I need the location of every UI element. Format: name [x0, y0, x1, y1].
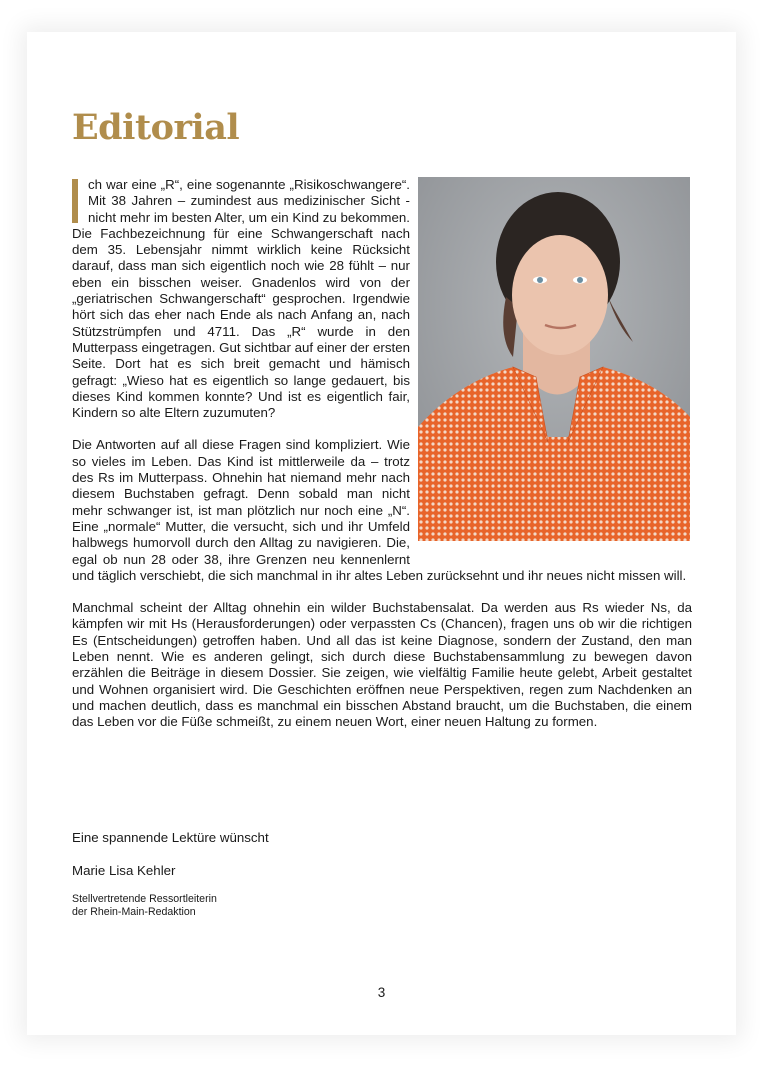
- author-role: [72, 893, 217, 919]
- closing-greeting: Eine spannende Lektüre wünscht: [72, 830, 269, 845]
- author-role-line-2: der Rhein-Main-Redaktion: [72, 906, 196, 918]
- editorial-body: [72, 177, 692, 747]
- paragraph-2: Die Antworten auf all diese Fragen sind kompliziert. Wie so vieles im Leben. Das Kind ist mittlerweile da – trotz des Rs im Mutterpass. Ohnehin hat niemand mehr nach diesem Buchstaben gefragt. Denn sobald man nicht mehr schwanger ist, ist man plötzlich nur noch eine „N“. Eine „normale“ Mutter, die versucht, sich und ihr Umfeld halbwegs humorvoll durch den Alltag zu navigieren. Die, egal ob nun 28 oder 38, ihre Grenzen neu kennenlernt und täglich verschiebt, die sich manchmal in ihr altes Leben zurücksehnt und ihr neues nicht missen will.: [72, 437, 687, 583]
- paragraph-3: Manchmal scheint der Alltag ohnehin ein wilder Buchstabensalat. Da werden aus Rs wieder Ns, da kämpfen wir mit Hs (Herausforderungen) oder verpassten Cs (Chancen), fragen uns ob wir die richtigen Es (Entscheidungen) getroffen haben. Und all das ist keine Diagnose, sondern der Zustand, den man Leben nennt. Wie es anderen gelingt, sich durch diese Buchstabensammlung zu bewegen davon erzählen die Beiträge in diesem Dossier. Sie zeigen, wie vielfältig Familie heute gelebt, Arbeit gestaltet und Wohnen organisiert wird. Die Geschichten eröffnen neue Perspektiven, regen zum Nachdenken an und machen deutlich, dass es manchmal ein bisschen Abstand braucht, um die Buchstaben, die einem das Leben vor die Füße schmeißt, zu einem neuen Wort, einer neuen Haltung zu formen.: [72, 600, 692, 730]
- dropcap-i: [72, 179, 78, 223]
- magazine-page: [27, 32, 736, 1035]
- author-name: Marie Lisa Kehler: [72, 863, 176, 878]
- paragraph-1-text: ch war eine „R“, eine sogenannte „Risikoschwangere“. Mit 38 Jahren – zumindest aus medizinischer Sicht - nicht mehr im besten Alter, um ein Kind zu bekommen. Die Fachbezeichnung für eine Schwangerschaft nach dem 35. Lebensjahr nimmt wirklich keine Rücksicht darauf, dass man sich eigentlich noch wie 28 fühlt – nur eben ein bisschen weiser. Gnadenlos wird von der „geriatrischen Schwangerschaft“ gesprochen. Irgendwie hört sich das eher nach Ende als nach Anfang an, nach Stützstrümpfen und 4711. Das „R“ wurde in den Mutterpass eingetragen. Gut sichtbar auf einer der ersten Seite. Dort hat es sich breit gemacht und hämisch gefragt: „Wieso hat es eigentlich so lange gedauert, bis dieses Kind kommen konnte? Und ist es eigentlich fair, Kindern so alte Eltern zuzumuten?: [72, 177, 410, 421]
- page-number: 3: [377, 985, 386, 1000]
- page-title: Editorial: [72, 107, 240, 148]
- photo-spacer: [410, 177, 692, 559]
- author-role-line-1: Stellvertretende Ressortleiterin: [72, 893, 217, 905]
